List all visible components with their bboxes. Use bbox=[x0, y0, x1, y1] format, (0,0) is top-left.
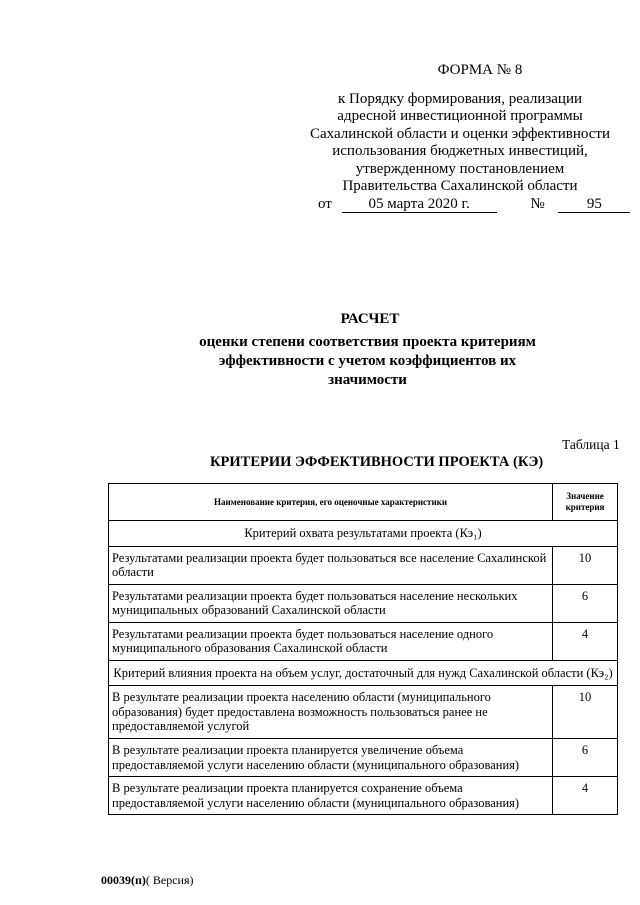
form-reference-line: утвержденному постановлением bbox=[355, 160, 565, 177]
criteria-table bbox=[108, 483, 618, 815]
document-footer bbox=[101, 873, 194, 888]
criterion-text: В результате реализации проекта планируется увеличение объема предоставляемой услуги населению области (муниципального образования) bbox=[109, 739, 553, 777]
document-code: 00039(п) bbox=[101, 873, 146, 887]
document-title: РАСЧЕТ bbox=[340, 311, 400, 327]
table-row bbox=[109, 546, 618, 584]
form-reference-block bbox=[300, 62, 620, 196]
criterion-text: Результатами реализации проекта будет пользоваться все население Сахалинской области bbox=[109, 546, 553, 584]
table-row bbox=[109, 686, 618, 739]
table-header-row bbox=[109, 484, 618, 521]
criterion-text: В результате реализации проекта населению области (муниципального образования) будет предоставлена возможность пользоваться ранее не предоставляемой услугой bbox=[109, 686, 553, 739]
form-reference-line: к Порядку формирования, реализации bbox=[337, 90, 583, 107]
group-title: Критерий влияния проекта на объем услуг, достаточный для нужд Сахалинской области (Кэ₂) bbox=[109, 660, 618, 686]
header-value: Значение критерия bbox=[553, 484, 618, 521]
criterion-text: Результатами реализации проекта будет пользоваться население нескольких муниципальных образований Сахалинской области bbox=[109, 584, 553, 622]
criterion-text: В результате реализации проекта планируется сохранение объема предоставляемой услуги населению области (муниципального образования) bbox=[109, 777, 553, 815]
table-row bbox=[109, 584, 618, 622]
criterion-text: Результатами реализации проекта будет пользоваться население одного муниципального образования Сахалинской области bbox=[109, 622, 553, 660]
criterion-value: 4 bbox=[553, 622, 618, 660]
criterion-value: 10 bbox=[553, 686, 618, 739]
form-reference-line: Правительства Сахалинской области bbox=[342, 178, 578, 194]
number-label: № bbox=[530, 196, 545, 212]
group-row bbox=[109, 521, 618, 547]
group-title: Критерий охвата результатами проекта (Кэ₁) bbox=[109, 521, 618, 547]
table-row bbox=[109, 777, 618, 815]
table-number: Таблица 1 bbox=[562, 437, 620, 452]
criterion-value: 4 bbox=[553, 777, 618, 815]
resolution-date-number bbox=[318, 196, 630, 213]
table-row bbox=[109, 622, 618, 660]
date-value: 05 марта 2020 г. bbox=[342, 197, 497, 213]
form-reference-line: Сахалинской области и оценки эффективности bbox=[310, 125, 610, 142]
criterion-value: 6 bbox=[553, 739, 618, 777]
form-title: ФОРМА № 8 bbox=[437, 62, 523, 78]
form-reference-line: адресной инвестиционной программы bbox=[337, 108, 583, 124]
table-title: КРИТЕРИИ ЭФФЕКТИВНОСТИ ПРОЕКТА (КЭ) bbox=[210, 454, 544, 470]
criterion-value: 10 bbox=[553, 546, 618, 584]
document-subtitle: оценки степени соответствия проекта критериям эффективности с учетом коэффициентов их значимости bbox=[199, 334, 536, 388]
criterion-value: 6 bbox=[553, 584, 618, 622]
date-label: от bbox=[318, 196, 332, 212]
number-value: 95 bbox=[558, 197, 630, 213]
document-version: ( Версия) bbox=[145, 873, 194, 887]
header-name: Наименование критерия, его оценочные характеристики bbox=[109, 484, 553, 521]
table-row bbox=[109, 739, 618, 777]
form-reference-line: использования бюджетных инвестиций, bbox=[332, 143, 588, 159]
group-row bbox=[109, 660, 618, 686]
